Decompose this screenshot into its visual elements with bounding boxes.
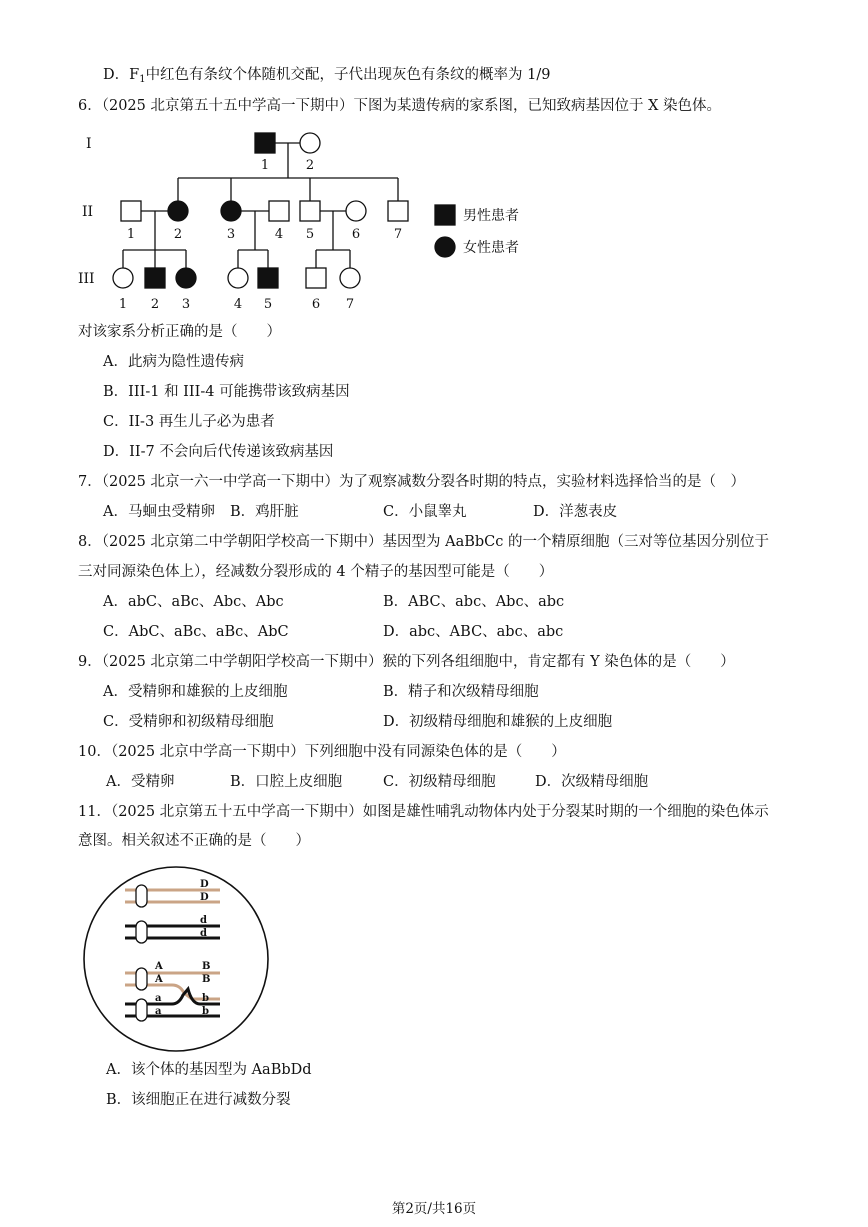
gen3-id-6: 6 xyxy=(311,297,321,312)
gen3-female-1 xyxy=(113,268,133,288)
q11-option-a: A．该个体的基因型为 AaBbDd xyxy=(106,1062,312,1078)
legend-male-symbol xyxy=(435,205,455,225)
gen1-male-1-affected xyxy=(255,133,275,153)
gene-label-b1: b xyxy=(202,993,209,1004)
q7-stem: 7．（2025 北京一六一中学高一下期中）为了观察减数分裂各时期的特点，实验材料选择恰当的是（ ） xyxy=(78,474,745,490)
gen3-id-7: 7 xyxy=(345,297,355,312)
q10-option-c: C．初级精母细胞 xyxy=(383,774,496,790)
legend-female-label: 女性患者 xyxy=(463,240,519,256)
q6-stem: 6．（2025 北京第五十五中学高一下期中）下图为某遗传病的家系图，已知致病基因位于 X 染色体。 xyxy=(78,98,722,114)
q9-option-d: D．初级精母细胞和雄猴的上皮细胞 xyxy=(383,714,613,730)
gen3-female-7 xyxy=(340,268,360,288)
gen3-male-5-affected xyxy=(258,268,278,288)
gen2-id-5: 5 xyxy=(305,227,315,242)
gen2-id-3: 3 xyxy=(226,227,236,242)
gen2-female-3-affected xyxy=(221,201,241,221)
q6-option-b: B．III-1 和 III-4 可能携带该致病基因 xyxy=(103,384,350,400)
gen2-female-2-affected xyxy=(168,201,188,221)
gen3-id-3: 3 xyxy=(181,297,191,312)
gene-label-b2: b xyxy=(202,1006,209,1017)
gen1-id-1: 1 xyxy=(260,158,270,173)
chromosome-diagram xyxy=(80,863,272,1055)
q10-stem: 10．（2025 北京中学高一下期中）下列细胞中没有同源染色体的是（ ） xyxy=(78,744,566,760)
q7-option-b: B．鸡肝脏 xyxy=(230,504,299,520)
q6-option-d: D．II-7 不会向后代传递该致病基因 xyxy=(103,444,334,460)
cell-outline xyxy=(84,867,268,1051)
q8-option-a: A．abC、aBc、Abc、Abc xyxy=(103,594,284,610)
gene-label-A1: A xyxy=(155,961,163,972)
q6-option-a: A．此病为隐性遗传病 xyxy=(103,354,244,370)
gen2-female-6 xyxy=(346,201,366,221)
q8-option-c: C．AbC、aBc、aBc、AbC xyxy=(103,624,289,640)
pedigree-chart xyxy=(78,120,548,320)
gen1-id-2: 2 xyxy=(305,158,315,173)
gen3-id-2: 2 xyxy=(150,297,160,312)
q9-stem: 9．（2025 北京第二中学朝阳学校高一下期中）猴的下列各组细胞中，肯定都有 Y 染色体的是（ ） xyxy=(78,654,735,670)
q11-stem-line1: 11．（2025 北京第五十五中学高一下期中）如图是雄性哺乳动物体内处于分裂某时期的一个细胞的染色体示 xyxy=(78,804,769,820)
q6-question: 对该家系分析正确的是（ ） xyxy=(78,324,281,340)
legend-male-label: 男性患者 xyxy=(463,208,519,224)
gene-label-D2: D xyxy=(200,892,209,903)
gene-label-B2: B xyxy=(202,974,211,985)
gen-label-1: I xyxy=(86,136,92,152)
page-footer: 第2页/共16页 xyxy=(391,1201,477,1217)
gen3-id-4: 4 xyxy=(233,297,243,312)
q8-stem-line1: 8．（2025 北京第二中学朝阳学校高一下期中）基因型为 AaBbCc 的一个精原细胞（三对等位基因分别位于 xyxy=(78,534,769,550)
gen2-male-7 xyxy=(388,201,408,221)
gen-label-2: II xyxy=(82,204,94,220)
gene-label-d1: d xyxy=(200,915,207,926)
q7-option-c: C．小鼠睾丸 xyxy=(383,504,467,520)
gene-label-A2: A xyxy=(155,974,163,985)
gen2-id-1: 1 xyxy=(126,227,136,242)
q9-option-a: A．受精卵和雄猴的上皮细胞 xyxy=(103,684,288,700)
q8-option-d: D．abc、ABC、abc、abc xyxy=(383,624,564,640)
gen3-male-2-affected xyxy=(145,268,165,288)
gen3-id-5: 5 xyxy=(263,297,273,312)
q5-option-d: D．$F_1$中红色有条纹个体随机交配，子代出现灰色有条纹的概率为 1/9 xyxy=(103,67,551,85)
q7-option-d: D．洋葱表皮 xyxy=(533,504,618,520)
gen1-female-2 xyxy=(300,133,320,153)
gene-label-D1: D xyxy=(200,879,209,890)
q9-option-c: C．受精卵和初级精母细胞 xyxy=(103,714,274,730)
gen2-male-4 xyxy=(269,201,289,221)
q11-stem-line2: 意图。相关叙述不正确的是（ ） xyxy=(78,833,310,849)
q8-stem-line2: 三对同源染色体上），经减数分裂形成的 4 个精子的基因型可能是（ ） xyxy=(78,564,554,580)
q10-option-a: A．受精卵 xyxy=(106,774,175,790)
q11-option-b: B．该细胞正在进行减数分裂 xyxy=(106,1092,291,1108)
legend-female-symbol xyxy=(435,237,455,257)
gene-label-d2: d xyxy=(200,928,207,939)
gen2-male-5 xyxy=(300,201,320,221)
gen3-male-6 xyxy=(306,268,326,288)
q7-option-a: A．马蛔虫受精卵 xyxy=(103,504,215,520)
gen3-female-4 xyxy=(228,268,248,288)
gen2-id-4: 4 xyxy=(274,227,284,242)
q8-option-b: B．ABC、abc、Abc、abc xyxy=(383,594,565,610)
gen2-id-7: 7 xyxy=(393,227,403,242)
gen2-id-2: 2 xyxy=(173,227,183,242)
gen2-id-6: 6 xyxy=(351,227,361,242)
q10-option-d: D．次级精母细胞 xyxy=(535,774,649,790)
gene-label-a2: a xyxy=(155,1006,162,1017)
q10-option-b: B．口腔上皮细胞 xyxy=(230,774,343,790)
gen3-female-3-affected xyxy=(176,268,196,288)
gen3-id-1: 1 xyxy=(118,297,128,312)
gen2-male-1 xyxy=(121,201,141,221)
gen-label-3: III xyxy=(78,271,95,287)
gene-label-a1: a xyxy=(155,993,162,1004)
q6-option-c: C．II-3 再生儿子必为患者 xyxy=(103,414,275,430)
q9-option-b: B．精子和次级精母细胞 xyxy=(383,684,539,700)
gene-label-B1: B xyxy=(202,961,211,972)
